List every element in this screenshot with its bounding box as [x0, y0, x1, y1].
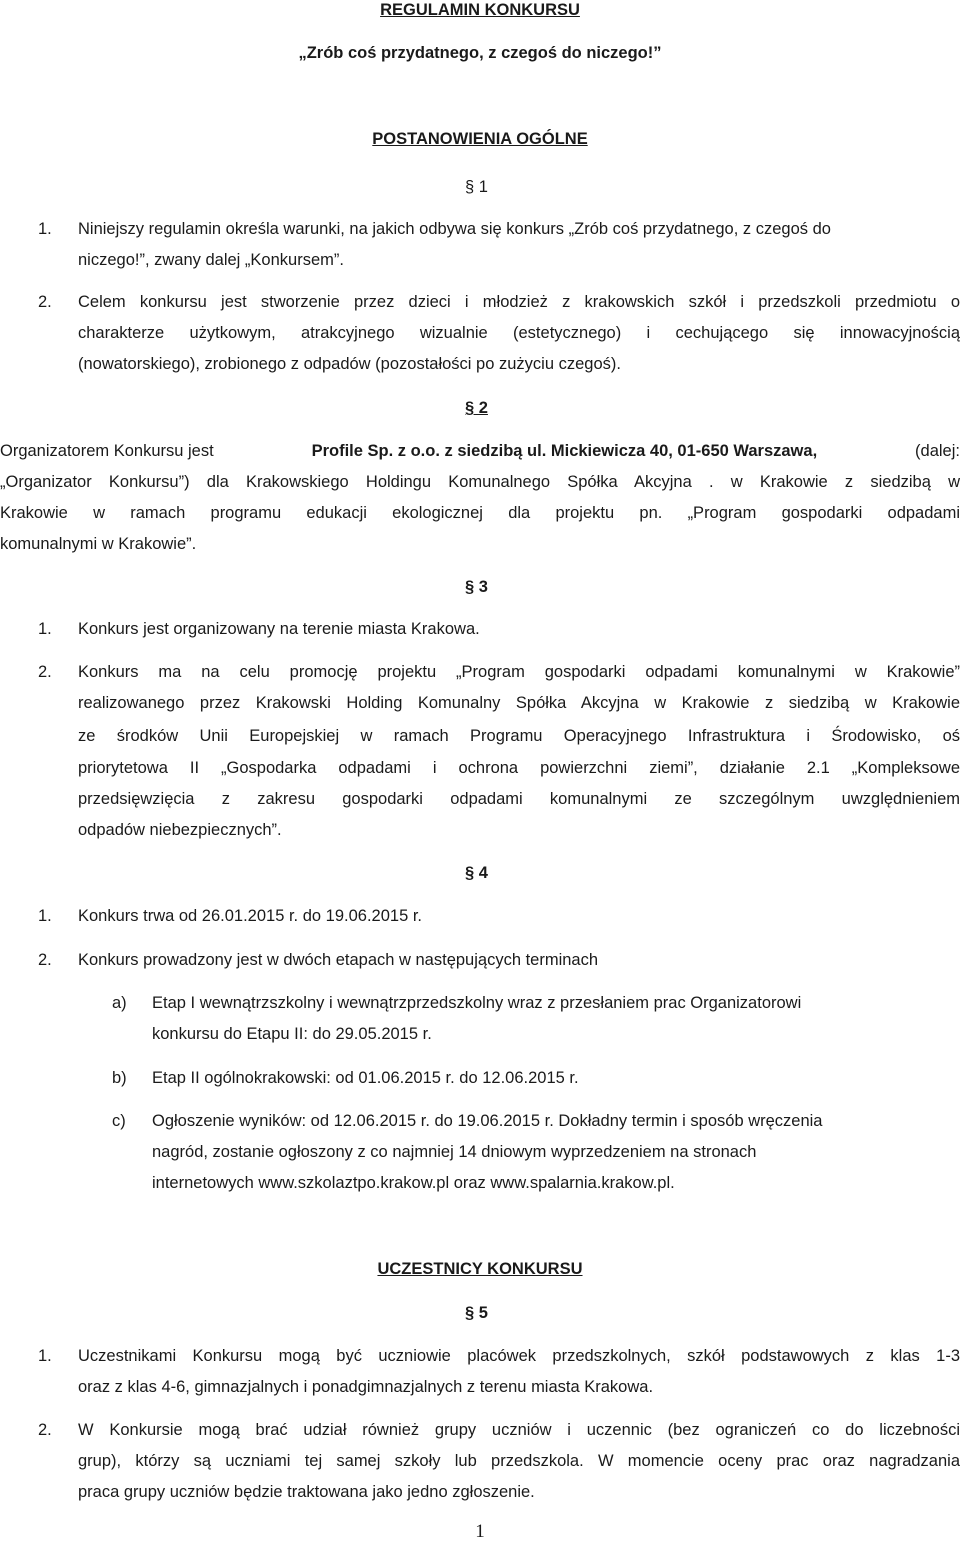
p4-c-line2: nagród, zostanie ogłoszony z co najmniej 14 dniowym wyprzedzeniem na stronach: [152, 1143, 757, 1161]
p4-item2-line1: Konkurs prowadzony jest w dwóch etapach w następujących terminach: [78, 951, 599, 969]
p5-item1-line1: Uczestnikami Konkursu mogą być uczniowie placówek przedszkolnych, szkół podstawowych z klas 1-3: [78, 1347, 960, 1365]
sublist-label: a): [112, 994, 127, 1012]
p4-c-line1: Ogłoszenie wyników: od 12.06.2015 r. do 19.06.2015 r. Dokładny termin i sposób wręczenia: [152, 1112, 823, 1130]
paragraph-sign-3: § 3: [465, 578, 488, 596]
p3-item2-line3: ze środków Unii Europejskiej w ramach Programu Operacyjnego Infrastruktura i Środowisko, oś: [78, 727, 960, 745]
p1-item2-line2: charakterze użytkowym, atrakcyjnego wizualnie (estetycznego) i cechującego się innowacyjnością: [78, 324, 960, 342]
p2-organizer-name: Profile Sp. z o.o. z siedzibą ul. Mickiewicza 40, 01-650 Warszawa,: [311, 442, 818, 460]
p1-item1-line1: Niniejszy regulamin określa warunki, na jakich odbywa się konkurs „Zrób coś przydatnego, z czegoś do: [78, 220, 831, 238]
section-heading-participants: UCZESTNICY KONKURSU: [377, 1260, 583, 1278]
p4-b-line1: Etap II ogólnokrakowski: od 01.06.2015 r. do 12.06.2015 r.: [152, 1069, 579, 1087]
contest-name: „Zrób coś przydatnego, z czegoś do niczego!”: [298, 44, 662, 62]
paragraph-sign-5: § 5: [465, 1304, 488, 1322]
p4-a-line2: konkursu do Etapu II: do 29.05.2015 r.: [152, 1025, 432, 1043]
p3-item2-line6: odpadów niebezpiecznych”.: [78, 821, 282, 839]
section-heading-general: POSTANOWIENIA OGÓLNE: [372, 130, 588, 148]
p2-line1: [0, 441, 960, 461]
paragraph-sign-1: § 1: [465, 178, 488, 196]
p2-line2: „Organizator Konkursu”) dla Krakowskiego Holdingu Komunalnego Spółka Akcyjna . w Krakowie z siedzibą w: [0, 473, 960, 491]
list-number: 2.: [38, 293, 52, 311]
sublist-label: c): [112, 1112, 126, 1130]
paragraph-sign-2: § 2: [465, 399, 488, 417]
list-number: 2.: [38, 663, 52, 681]
p2-line4: komunalnymi w Krakowie”.: [0, 535, 197, 553]
page-number: 1: [475, 1521, 485, 1542]
p5-item1-line2: oraz z klas 4-6, gimnazjalnych i ponadgimnazjalnych z terenu miasta Krakowa.: [78, 1378, 654, 1396]
p4-item1-line1: Konkurs trwa od 26.01.2015 r. do 19.06.2015 r.: [78, 907, 422, 925]
paragraph-sign-4: § 4: [465, 864, 488, 882]
list-number: 1.: [38, 1347, 52, 1365]
p3-item2-line1: Konkurs ma na celu promocję projektu „Program gospodarki odpadami komunalnymi w Krakowie”: [78, 663, 960, 681]
p5-item2-line2: grup), którzy są uczniami tej samej szkoły lub przedszkola. W momencie oceny prac oraz nagradzania: [78, 1452, 960, 1470]
p2-organizer-intro: Organizatorem Konkursu jest: [0, 442, 214, 460]
list-number: 1.: [38, 220, 52, 238]
p2-dalej: (dalej:: [915, 442, 960, 460]
p4-c-line3: internetowych www.szkolaztpo.krakow.pl oraz www.spalarnia.krakow.pl.: [152, 1174, 675, 1192]
p1-item2-line3: (nowatorskiego), zrobionego z odpadów (pozostałości po zużyciu czegoś).: [78, 355, 621, 373]
p3-item2-line4: priorytetowa II „Gospodarka odpadami i ochrona powierzchni ziemi”, działanie 2.1 „Kompleksowe: [78, 759, 960, 777]
p4-a-line1: Etap I wewnątrzszkolny i wewnątrzprzedszkolny wraz z przesłaniem prac Organizatorowi: [152, 994, 802, 1012]
document-title: REGULAMIN KONKURSU: [380, 1, 580, 19]
p5-item2-line1: W Konkursie mogą brać udział również grupy uczniów i uczennic (bez ograniczeń co do liczebności: [78, 1421, 960, 1439]
p1-item2-line1: Celem konkursu jest stworzenie przez dzieci i młodzież z krakowskich szkół i przedszkoli przedmiotu o: [78, 293, 960, 311]
list-number: 1.: [38, 620, 52, 638]
p2-line3: Krakowie w ramach programu edukacji ekologicznej dla projektu pn. „Program gospodarki odpadami: [0, 504, 960, 522]
p3-item1-line1: Konkurs jest organizowany na terenie miasta Krakowa.: [78, 620, 480, 638]
list-number: 2.: [38, 1421, 52, 1439]
p5-item2-line3: praca grupy uczniów będzie traktowana jako jedno zgłoszenie.: [78, 1483, 535, 1501]
sublist-label: b): [112, 1069, 127, 1087]
p3-item2-line5: przedsięwzięcia z zakresu gospodarki odpadami komunalnymi ze szczególnym uwzględnieniem: [78, 790, 960, 808]
p1-item1-line2: niczego!”, zwany dalej „Konkursem”.: [78, 251, 344, 269]
list-number: 1.: [38, 907, 52, 925]
list-number: 2.: [38, 951, 52, 969]
p3-item2-line2: realizowanego przez Krakowski Holding Komunalny Spółka Akcyjna w Krakowie z siedzibą w Krakowie: [78, 694, 960, 712]
